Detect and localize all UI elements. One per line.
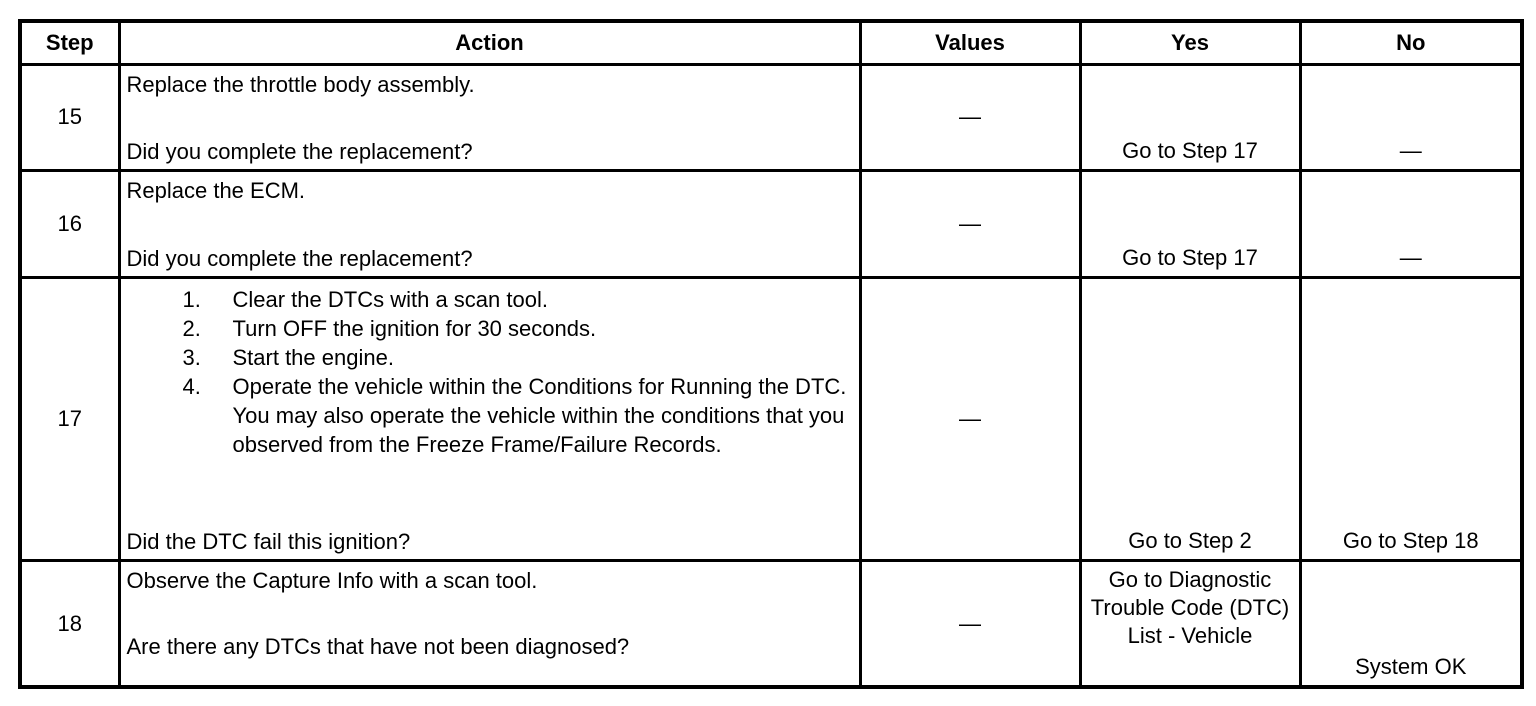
list-item	[175, 343, 853, 372]
step-number: 18	[20, 561, 119, 687]
list-number: 1.	[182, 287, 201, 313]
list-number: 4.	[182, 374, 201, 400]
action-question: Did you complete the replacement?	[126, 246, 473, 272]
list-number: 3.	[182, 345, 201, 371]
table-row	[20, 170, 1522, 278]
action-text: Replace the ECM.	[126, 177, 306, 203]
action-cell	[119, 278, 860, 561]
values-cell: —	[860, 278, 1080, 561]
no-text: System OK	[1355, 654, 1467, 679]
values-cell: —	[860, 561, 1080, 687]
list-text: Turn OFF the ignition for 30 seconds.	[232, 316, 597, 342]
yes-text: Go to Step 2	[1128, 528, 1252, 554]
header-yes: Yes	[1080, 21, 1300, 65]
header-row	[20, 21, 1522, 65]
yes-text: Go to Step 17	[1122, 137, 1258, 163]
list-number: 2.	[182, 316, 201, 342]
yes-cell	[1080, 170, 1300, 278]
action-cell	[119, 561, 860, 687]
yes-text: Go to Step 17	[1122, 245, 1258, 271]
no-cell	[1300, 170, 1522, 278]
action-text: Observe the Capture Info with a scan tool.	[126, 568, 538, 594]
action-cell	[119, 65, 860, 171]
yes-cell	[1080, 65, 1300, 171]
action-question: Are there any DTCs that have not been diagnosed?	[126, 634, 630, 660]
diagnostic-table	[18, 19, 1524, 689]
no-cell	[1300, 561, 1522, 687]
action-question: Did the DTC fail this ignition?	[126, 529, 411, 555]
no-text: —	[1399, 245, 1422, 271]
values-cell: —	[860, 65, 1080, 171]
yes-cell	[1080, 561, 1300, 687]
list-item	[175, 285, 853, 314]
header-step: Step	[20, 21, 119, 65]
action-cell	[119, 170, 860, 278]
list-text: Start the engine.	[232, 345, 394, 371]
list-item	[175, 314, 853, 343]
numbered-list	[127, 285, 853, 459]
list-item	[175, 372, 853, 459]
step-number: 15	[20, 65, 119, 171]
no-text: —	[1399, 137, 1422, 163]
no-cell	[1300, 278, 1522, 561]
action-text: Replace the throttle body assembly.	[126, 72, 475, 97]
header-no: No	[1300, 21, 1522, 65]
values-cell: —	[860, 170, 1080, 278]
step-number: 17	[20, 278, 119, 561]
header-action: Action	[119, 21, 860, 65]
step-number: 16	[20, 170, 119, 278]
table-row	[20, 561, 1522, 687]
header-values: Values	[860, 21, 1080, 65]
no-text: Go to Step 18	[1342, 528, 1479, 554]
list-text: Operate the vehicle within the Conditions for Running the DTC. You may also operate the vehicle within the conditions that you observed from the Freeze Frame/Failure Records.	[232, 374, 847, 458]
table-row	[20, 65, 1522, 171]
table-row	[20, 278, 1522, 561]
list-text: Clear the DTCs with a scan tool.	[232, 287, 548, 313]
yes-cell	[1080, 278, 1300, 561]
action-question: Did you complete the replacement?	[126, 138, 473, 164]
yes-text: Go to Diagnostic Trouble Code (DTC) List - Vehicle	[1090, 567, 1290, 649]
no-cell	[1300, 65, 1522, 171]
